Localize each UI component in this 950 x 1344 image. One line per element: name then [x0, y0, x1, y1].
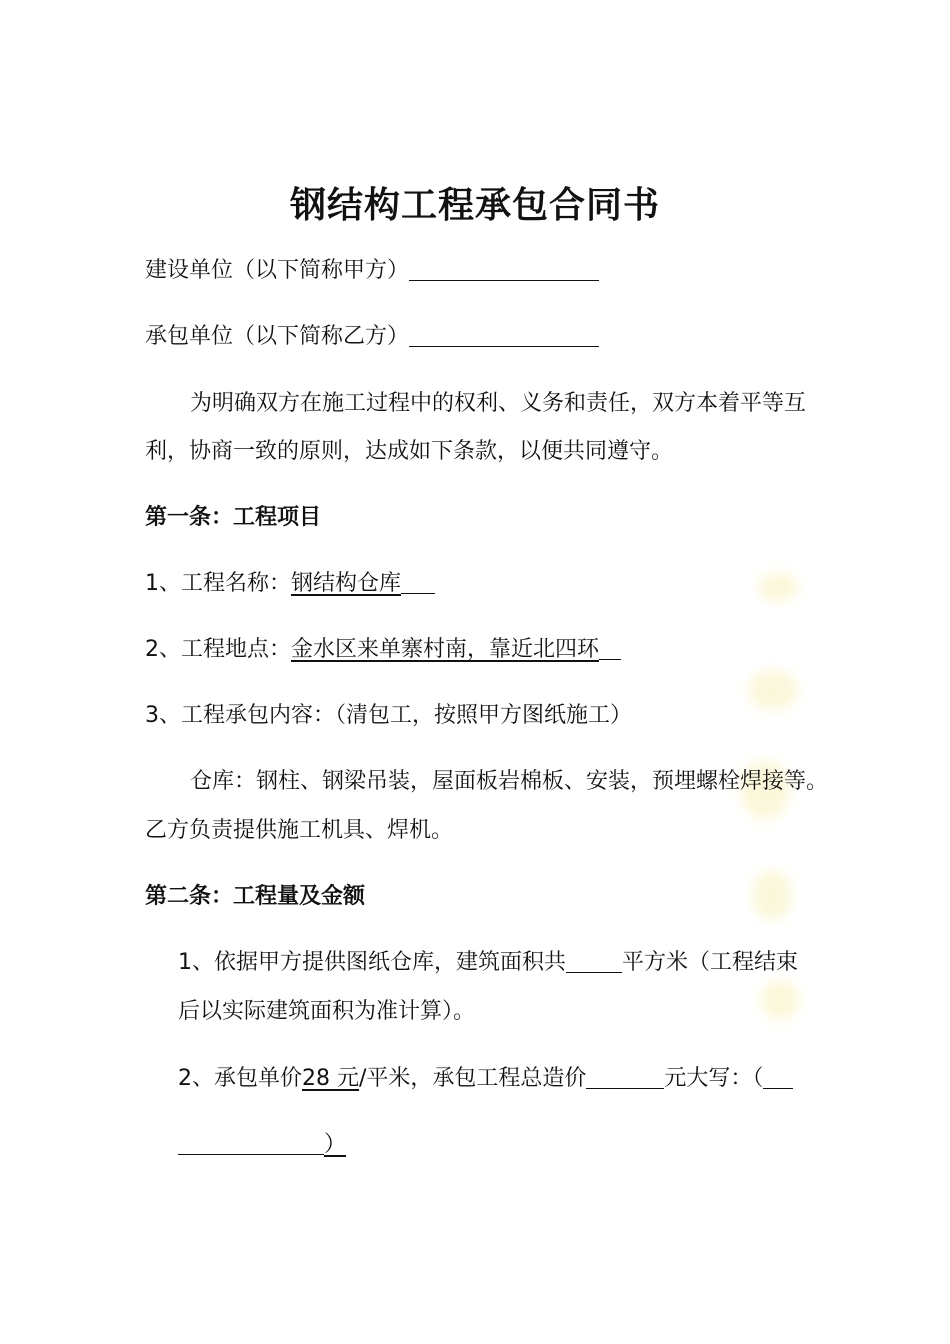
party-b-blank	[409, 324, 599, 347]
article1-heading: 第一条：工程项目	[145, 505, 322, 530]
party-a-line	[145, 256, 599, 286]
paper-stain	[748, 670, 798, 710]
price-words-line	[178, 1130, 346, 1160]
price-words-blank-start	[763, 1066, 793, 1089]
project-location-value: 金水区来单寨村南，靠近北四环	[291, 637, 600, 662]
area-text-b: 平方米（工程结束	[622, 950, 799, 975]
project-name-trailing-blank	[401, 571, 435, 594]
intro-line-2: 利，协商一致的原则，达成如下条款，以便共同遵守。	[145, 439, 674, 464]
total-price-blank	[586, 1066, 664, 1089]
price-text-a: 2、承包单价	[178, 1066, 302, 1091]
project-name-label: 1、工程名称：	[145, 571, 291, 596]
document-title: 钢结构工程承包合同书	[289, 185, 660, 226]
project-location-line	[145, 635, 621, 665]
intro-line-1: 为明确双方在施工过程中的权利、义务和责任，双方本着平等互	[190, 391, 807, 416]
party-a-label: 建设单位（以下简称甲方）	[145, 258, 410, 283]
area-text-a: 1、依据甲方提供图纸仓库，建筑面积共	[178, 950, 566, 975]
paper-stain	[758, 572, 798, 602]
project-location-label: 2、工程地点：	[145, 637, 291, 662]
contract-scope-line: 3、工程承包内容：（清包工，按照甲方图纸施工）	[145, 703, 632, 728]
area-line-1	[178, 948, 798, 978]
area-blank	[566, 950, 622, 973]
area-line-2: 后以实际建筑面积为准计算）。	[178, 999, 476, 1024]
unit-price-value: 28 元	[302, 1066, 359, 1091]
project-name-value: 钢结构仓库	[291, 571, 402, 596]
price-text-b: /平米，承包工程总造价	[359, 1066, 587, 1091]
warehouse-content-line-1: 仓库：钢柱、钢梁吊装，屋面板岩棉板、安装，预埋螺栓焊接等。	[190, 769, 829, 794]
price-text-c: 元大写：（	[664, 1066, 764, 1091]
project-name-line	[145, 569, 435, 599]
article2-heading: 第二条：工程量及金额	[145, 884, 366, 909]
project-location-trailing-blank	[599, 637, 621, 660]
paper-stain	[752, 870, 792, 920]
party-b-line	[145, 322, 599, 352]
party-a-blank	[409, 258, 599, 281]
warehouse-content-line-2: 乙方负责提供施工机具、焊机。	[145, 818, 454, 843]
party-b-label: 承包单位（以下简称乙方）	[145, 324, 410, 349]
price-words-close: ）	[324, 1132, 347, 1157]
paper-stain	[760, 980, 800, 1020]
price-words-blank	[178, 1132, 324, 1155]
price-line	[178, 1064, 793, 1094]
